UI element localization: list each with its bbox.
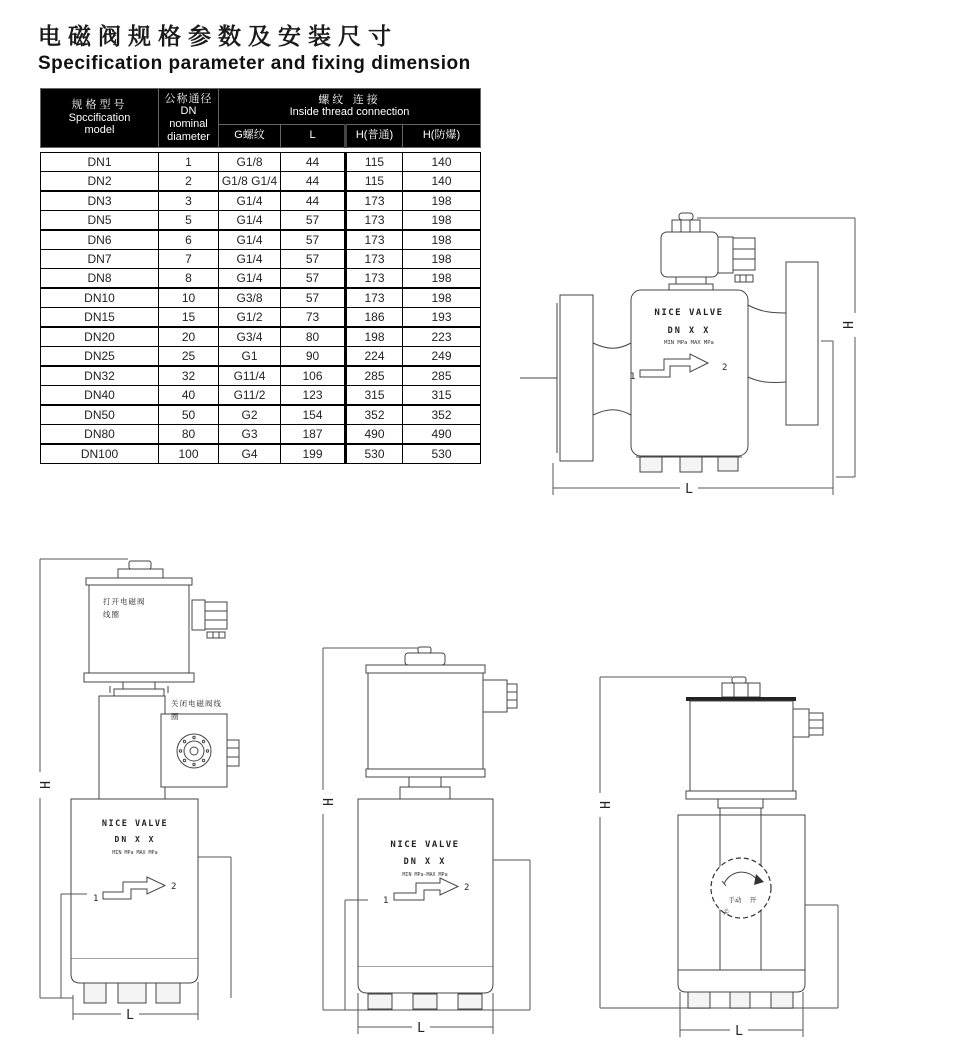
- table-cell: 57: [281, 250, 346, 269]
- valve-name-text: NICE VALVE: [654, 308, 724, 318]
- dim-h-label: H: [599, 801, 614, 809]
- table-row: [41, 366, 481, 386]
- valve-bonnet: [99, 696, 165, 799]
- dim-l-label: L: [685, 482, 693, 497]
- table-cell: DN8: [41, 269, 159, 289]
- dim-l-label: L: [417, 1021, 425, 1036]
- spec-table-body: [41, 148, 481, 464]
- dim-h-label: H: [39, 781, 54, 789]
- table-cell: 198: [403, 269, 481, 289]
- table-cell: DN3: [41, 191, 159, 211]
- table-cell: 285: [346, 366, 403, 386]
- dim-l-label: L: [126, 1008, 134, 1023]
- table-cell: 15: [159, 308, 219, 328]
- coil-cap: [405, 647, 445, 665]
- knob-close-label: 关: [722, 908, 730, 916]
- coil-cap: [722, 677, 760, 697]
- reference-lines: [805, 905, 838, 1008]
- table-cell: 57: [281, 230, 346, 250]
- table-cell: 140: [403, 153, 481, 172]
- header-thread-group: [219, 89, 481, 125]
- table-cell: G3: [219, 425, 281, 445]
- table-cell: 7: [159, 250, 219, 269]
- coil-cap: [118, 561, 163, 578]
- table-cell: 249: [403, 347, 481, 367]
- table-cell: 490: [403, 425, 481, 445]
- table-cell: 44: [281, 191, 346, 211]
- base-feet: [636, 457, 742, 472]
- table-cell: 57: [281, 288, 346, 308]
- table-cell: 140: [403, 172, 481, 192]
- base-feet: [368, 994, 482, 1009]
- solenoid-coil: [686, 699, 796, 799]
- page-title-cn: 电磁阀规格参数及安装尺寸: [38, 24, 398, 50]
- table-row: [41, 269, 481, 289]
- title-block: [38, 18, 471, 75]
- header-sub-h-ex: H(防爆): [403, 124, 481, 147]
- table-cell: 198: [403, 250, 481, 269]
- header-dn: [159, 89, 219, 148]
- table-cell: G1/4: [219, 269, 281, 289]
- header-model: [41, 89, 159, 148]
- table-row: [41, 288, 481, 308]
- dim-l-label: L: [735, 1024, 743, 1039]
- header-dn-line2: DN: [180, 105, 197, 118]
- table-cell: 173: [346, 250, 403, 269]
- close-solenoid-coil: [161, 714, 239, 787]
- right-flange: [748, 262, 818, 425]
- header-model-cn: 规格型号: [71, 98, 128, 112]
- knob-open-label: 开: [749, 896, 757, 904]
- table-cell: 352: [346, 405, 403, 425]
- table-cell: 20: [159, 327, 219, 347]
- table-row: [41, 327, 481, 347]
- standard-valve-svg: [312, 642, 550, 1058]
- open-coil-label: 打开电磁阀线圈: [103, 597, 146, 619]
- table-cell: 80: [281, 327, 346, 347]
- table-cell: 44: [281, 153, 346, 172]
- table-cell: 490: [346, 425, 403, 445]
- table-row: [41, 211, 481, 231]
- table-cell: G1/2: [219, 308, 281, 328]
- table-cell: 186: [346, 308, 403, 328]
- table-cell: G3/4: [219, 327, 281, 347]
- table-cell: 2: [159, 172, 219, 192]
- table-row: [41, 405, 481, 425]
- header-dn-cn: 公称通径: [164, 91, 213, 105]
- table-cell: G3/8: [219, 288, 281, 308]
- table-cell: G1/8 G1/4: [219, 172, 281, 192]
- table-cell: 173: [346, 230, 403, 250]
- table-cell: G1/4: [219, 250, 281, 269]
- table-cell: 530: [346, 444, 403, 464]
- table-cell: DN10: [41, 288, 159, 308]
- port-out-label: 2: [722, 363, 728, 373]
- table-cell: DN6: [41, 230, 159, 250]
- left-flange: [520, 295, 631, 461]
- port-in-label: 1: [630, 372, 636, 382]
- table-cell: 8: [159, 269, 219, 289]
- table-cell: 198: [403, 288, 481, 308]
- solenoid-coil: [366, 665, 485, 777]
- table-cell: G4: [219, 444, 281, 464]
- table-cell: 6: [159, 230, 219, 250]
- table-row: [41, 191, 481, 211]
- coil-connector: [718, 237, 755, 282]
- table-row: [41, 230, 481, 250]
- valve-neck: [400, 777, 450, 799]
- base-feet: [84, 983, 180, 1003]
- header-sub-h-normal: H(普通): [346, 124, 403, 147]
- table-cell: 187: [281, 425, 346, 445]
- valve-neck: [669, 277, 713, 290]
- valve-dn-text: DN X X: [114, 835, 156, 844]
- table-cell: DN15: [41, 308, 159, 328]
- table-cell: 100: [159, 444, 219, 464]
- table-cell: 173: [346, 211, 403, 231]
- table-cell: 154: [281, 405, 346, 425]
- table-cell: 1: [159, 153, 219, 172]
- valve-name-text: NICE VALVE: [390, 840, 460, 850]
- port-in-label: 1: [93, 894, 99, 904]
- close-coil-label: 关闭电磁阀线圈: [171, 699, 222, 721]
- table-cell: DN1: [41, 153, 159, 172]
- table-cell: 25: [159, 347, 219, 367]
- table-row: [41, 444, 481, 464]
- dim-h-label: H: [842, 321, 857, 329]
- table-cell: 198: [346, 327, 403, 347]
- table-row: [41, 386, 481, 406]
- table-cell: 106: [281, 366, 346, 386]
- valve-rating-text: MIN MPa-MAX MPa: [402, 872, 448, 878]
- spec-table-header: [41, 89, 481, 148]
- table-row: [41, 172, 481, 192]
- table-cell: G1/4: [219, 211, 281, 231]
- port-in-label: 1: [383, 896, 389, 906]
- coil-cap: [672, 213, 700, 232]
- table-cell: 5: [159, 211, 219, 231]
- drawing-flanged-valve: [518, 193, 948, 505]
- spec-table: [40, 88, 481, 464]
- table-cell: 173: [346, 269, 403, 289]
- table-row: [41, 347, 481, 367]
- manual-override-dial: [711, 858, 771, 918]
- table-cell: DN7: [41, 250, 159, 269]
- table-cell: DN20: [41, 327, 159, 347]
- drawing-standard-valve: [312, 642, 550, 1058]
- table-cell: 57: [281, 211, 346, 231]
- port-out-label: 2: [171, 882, 177, 892]
- table-row: [41, 153, 481, 172]
- table-cell: 115: [346, 172, 403, 192]
- table-cell: 32: [159, 366, 219, 386]
- valve-body: [71, 799, 198, 983]
- dim-h-label: H: [322, 798, 337, 806]
- valve-dn-text: DN X X: [403, 857, 447, 867]
- table-cell: DN25: [41, 347, 159, 367]
- header-dn-line4: diameter: [167, 130, 210, 143]
- table-cell: 80: [159, 425, 219, 445]
- page-title-en: Specification parameter and fixing dimension: [38, 53, 471, 74]
- header-dn-line3: nominal: [169, 118, 208, 130]
- open-solenoid-coil: [84, 578, 194, 682]
- flanged-valve-svg: [518, 193, 948, 505]
- table-cell: DN80: [41, 425, 159, 445]
- table-cell: DN40: [41, 386, 159, 406]
- header-model-en2: model: [84, 124, 115, 137]
- table-cell: 50: [159, 405, 219, 425]
- table-cell: 224: [346, 347, 403, 367]
- table-cell: 193: [403, 308, 481, 328]
- header-thread-en: Inside thread connection: [289, 106, 410, 119]
- table-cell: 223: [403, 327, 481, 347]
- coil-connector: [793, 709, 823, 737]
- table-cell: 530: [403, 444, 481, 464]
- table-cell: G1/4: [219, 191, 281, 211]
- table-cell: 44: [281, 172, 346, 192]
- table-cell: DN2: [41, 172, 159, 192]
- coil-connector: [192, 600, 227, 638]
- knob-manual-label: 手动: [728, 896, 742, 904]
- table-row: [41, 308, 481, 328]
- table-cell: DN50: [41, 405, 159, 425]
- table-cell: 173: [346, 288, 403, 308]
- valve-rating-text: MIN MPa MAX MPa: [112, 850, 158, 856]
- solenoid-coil: [661, 232, 718, 277]
- table-cell: 352: [403, 405, 481, 425]
- table-cell: G2: [219, 405, 281, 425]
- table-cell: 199: [281, 444, 346, 464]
- table-cell: 285: [403, 366, 481, 386]
- table-cell: 73: [281, 308, 346, 328]
- table-cell: 173: [346, 191, 403, 211]
- header-thread-cn: 螺纹 连接: [318, 92, 381, 106]
- table-cell: 115: [346, 153, 403, 172]
- table-cell: DN5: [41, 211, 159, 231]
- base-feet: [688, 992, 793, 1008]
- dual-coil-valve-svg: [25, 552, 315, 1049]
- table-cell: 3: [159, 191, 219, 211]
- manual-valve-svg: [590, 665, 900, 1057]
- table-cell: 90: [281, 347, 346, 367]
- drawing-manual-valve: [590, 665, 900, 1057]
- valve-body: [358, 799, 493, 993]
- table-cell: 40: [159, 386, 219, 406]
- valve-rating-text: MIN MPa MAX MPa: [664, 340, 714, 346]
- table-cell: 315: [403, 386, 481, 406]
- valve-name-text: NICE VALVE: [101, 819, 169, 829]
- table-cell: 198: [403, 211, 481, 231]
- table-cell: G11/4: [219, 366, 281, 386]
- table-cell: 57: [281, 269, 346, 289]
- drawing-dual-coil-valve: [25, 552, 315, 1049]
- valve-dn-text: DN X X: [667, 326, 711, 336]
- table-cell: G1: [219, 347, 281, 367]
- table-cell: G1/4: [219, 230, 281, 250]
- coil-connector: [483, 680, 517, 712]
- header-model-en1: Spccification: [68, 111, 131, 124]
- table-cell: 315: [346, 386, 403, 406]
- table-cell: 198: [403, 191, 481, 211]
- table-cell: G11/2: [219, 386, 281, 406]
- table-cell: 123: [281, 386, 346, 406]
- table-cell: DN32: [41, 366, 159, 386]
- port-out-label: 2: [464, 883, 470, 893]
- table-cell: G1/8: [219, 153, 281, 172]
- table-cell: DN100: [41, 444, 159, 464]
- table-cell: 10: [159, 288, 219, 308]
- header-sub-l: L: [281, 124, 346, 147]
- table-cell: 198: [403, 230, 481, 250]
- valve-neck: [110, 682, 168, 696]
- table-row: [41, 250, 481, 269]
- header-sub-g: G螺纹: [219, 124, 281, 147]
- table-row: [41, 425, 481, 445]
